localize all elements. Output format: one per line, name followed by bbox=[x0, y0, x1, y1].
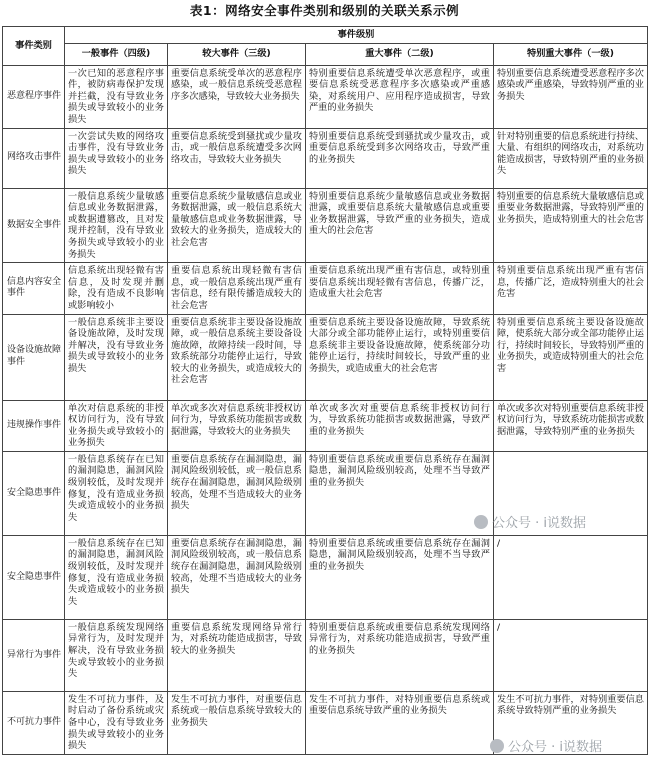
level-cell: 重要信息系统出现轻微有害信息，或一般信息系统出现严重有害信息，经有限传播造成较大的社会危害 bbox=[168, 263, 306, 314]
event-type-cell: 信息内容安全事件 bbox=[3, 263, 65, 314]
event-type-cell: 异常行为事件 bbox=[3, 619, 65, 691]
level-cell: 特别重要信息系统遭受单次恶意程序，或重要信息系统受恶意程序多次感染或严重感染，对系统用户、应用程序造成损害，导致严重的业务损失 bbox=[306, 65, 494, 128]
event-level-header: 事件级别 bbox=[65, 27, 648, 44]
wechat-logo-icon bbox=[490, 739, 504, 753]
level-cell: 发生不可抗力事件，对特别重要信息系统导致特别严重的业务损失 bbox=[494, 691, 648, 754]
table-row bbox=[3, 263, 648, 314]
level-cell: 发生不可抗力事件，对重要信息系统或一般信息系统导致较大的业务损失 bbox=[168, 691, 306, 754]
level-cell: 一般信息系统存在已知的漏洞隐患，漏洞风险级别较低，及时发现并修复，没有造成业务损失或造成较小的业务损失 bbox=[65, 535, 168, 619]
event-type-cell: 违规操作事件 bbox=[3, 400, 65, 451]
level-cell: 特别重要信息系统受到骚扰或少量攻击，或重要信息系统受到多次网络攻击，导致严重的业务损失 bbox=[306, 128, 494, 188]
level-cell: 一般信息系统存在已知的漏洞隐患，漏洞风险级别较低，及时发现并修复，没有造成业务损失或造成较小的业务损失 bbox=[65, 451, 168, 535]
level-cell: 特别重要信息系统或重要信息系统存在漏洞隐患，漏洞风险级别较高，处理不当导致严重的业务损失 bbox=[306, 451, 494, 535]
level-cell: 重要信息系统发现网络异常行为，对系统功能造成损害，导致较大的业务损失 bbox=[168, 619, 306, 691]
level-cell: 重要信息系统受单次的恶意程序感染，或一般信息系统受恶意程序多次感染，导致较大业务损失 bbox=[168, 65, 306, 128]
level-cell: 单次或多次对特别重要信息系统非授权访问行为，导致系统功能损害或数据泄露，导致特别严重的业务损失 bbox=[494, 400, 648, 451]
level-cell: 特别重要信息系统出现严重有害信息，传播广泛，造成特别重大的社会危害 bbox=[494, 263, 648, 314]
watermark: 公众号 · i说数据 bbox=[474, 512, 586, 531]
event-type-cell: 安全隐患事件 bbox=[3, 535, 65, 619]
event-type-cell: 不可抗力事件 bbox=[3, 691, 65, 754]
level-cell: / bbox=[494, 619, 648, 691]
level-cell: 特别重要信息系统遭受恶意程序多次感染或严重感染，导致特别严重的业务损失 bbox=[494, 65, 648, 128]
level-header: 较大事件（三级) bbox=[168, 43, 306, 65]
event-type-header: 事件类别 bbox=[3, 27, 65, 66]
level-cell: 特别重要信息系统或重要信息系统存在漏洞隐患，漏洞风险级别较高，处理不当导致严重的业务损失 bbox=[306, 535, 494, 619]
table-row bbox=[3, 188, 648, 263]
table-row bbox=[3, 65, 648, 128]
watermark: 公众号 · i说数据 bbox=[490, 736, 602, 755]
level-cell: 重要信息系统少量敏感信息或业务数据泄露，或一般信息系统大量敏感信息或业务数据泄露，导致较大的业务损失，造成较大的社会危害 bbox=[168, 188, 306, 263]
table-row bbox=[3, 400, 648, 451]
level-cell: 特别重要的信息系统大量敏感信息或重要业务数据泄露，导致特别严重的业务损失，造成特别重大的社会危害 bbox=[494, 188, 648, 263]
level-cell: 重要信息系统主要设备设施故障，导致系统大部分或全部功能停止运行，或特别重要信息系统非主要设备设施故障，使系统部分功能停止运行，持续时间较长，导致严重的业务损失，或造成重大的社会危害 bbox=[306, 314, 494, 400]
level-cell: 发生不可抗力事件，对特别重要信息系统或重要信息系统导致严重的业务损失 bbox=[306, 691, 494, 754]
level-cell: 一般信息系统发现网络异常行为，及时发现并解决，没有导致业务损失或导致较小的业务损失 bbox=[65, 619, 168, 691]
event-level-table bbox=[2, 26, 648, 755]
event-type-cell: 数据安全事件 bbox=[3, 188, 65, 263]
event-type-cell: 设备设施故障事件 bbox=[3, 314, 65, 400]
wechat-logo-icon bbox=[474, 515, 488, 529]
level-cell: 针对特别重要的信息系统进行持续、大量、有组织的网络攻击，对系统功能造成损害，导致特别严重的业务损失 bbox=[494, 128, 648, 188]
level-header: 重大事件（二级) bbox=[306, 43, 494, 65]
event-type-cell: 网络攻击事件 bbox=[3, 128, 65, 188]
level-cell: 发生不可抗力事件，及时启动了备份系统或灾备中心，没有导致业务损失或导致较小的业务损失 bbox=[65, 691, 168, 754]
event-type-cell: 安全隐患事件 bbox=[3, 451, 65, 535]
level-header: 一般事件（四级) bbox=[65, 43, 168, 65]
event-type-cell: 恶意程序事件 bbox=[3, 65, 65, 128]
level-cell: 特别重要信息系统或重要信息系统发现网络异常行为，对系统功能造成损害，导致严重的业务损失 bbox=[306, 619, 494, 691]
level-cell: 一般信息系统少量敏感信息或业务数据泄露，或数据遭篡改，且对发现并控制，没有导致业务损失或导致较小的业务损失 bbox=[65, 188, 168, 263]
table-row bbox=[3, 314, 648, 400]
level-cell: 重要信息系统受到骚扰或少量攻击，或一般信息系统遭受多次网络攻击，导致较大业务损失 bbox=[168, 128, 306, 188]
level-cell: 单次对信息系统的非授权访问行为，没有导致业务损失或导致较小的业务损失 bbox=[65, 400, 168, 451]
level-cell: 单次或多次对重要信息系统非授权访问行为，导致系统功能损害或数据泄露，导致严重的业务损失 bbox=[306, 400, 494, 451]
table-row bbox=[3, 128, 648, 188]
level-cell: 重要信息系统出现严重有害信息，或特别重要信息系统出现轻微有害信息，传播广泛，造成重大社会危害 bbox=[306, 263, 494, 314]
level-cell: 特别重要信息系统主要设备设施故障，使系统大部分或全部功能停止运行，持续时间较长，导致特别严重的业务损失，或造成特别重大的社会危害 bbox=[494, 314, 648, 400]
level-cell: 重要信息系统存在漏洞隐患，漏洞风险级别较高，或一般信息系统存在漏洞隐患，漏洞风险级别较高，处理不当造成较大的业务损失 bbox=[168, 535, 306, 619]
level-cell: 单次或多次对信息系统非授权访问行为，导致系统功能损害或数据泄露，导致较大的业务损失 bbox=[168, 400, 306, 451]
level-cell: 特别重要信息系统少量敏感信息或业务数据泄露，或重要信息系统大量敏感信息或重要业务数据泄露，导致严重的业务损失，造成重大的社会危害 bbox=[306, 188, 494, 263]
level-cell: 一次尝试失败的网络攻击事件，没有导致业务损失或导致较小的业务损失 bbox=[65, 128, 168, 188]
table-row bbox=[3, 535, 648, 619]
table-title: 表1：网络安全事件类别和级别的关联关系示例 bbox=[189, 3, 460, 18]
level-cell: 重要信息系统非主要设备设施故障，或一般信息系统主要设备设施故障，故障持续一段时间，导致系统部分功能停止运行，导致较大的业务损失，或造成较大的社会危害 bbox=[168, 314, 306, 400]
level-header: 特别重大事件（一级) bbox=[494, 43, 648, 65]
level-cell: 信息系统出现轻微有害信息，及时发现并删除，没有造成不良影响或影响较小 bbox=[65, 263, 168, 314]
level-cell: 一般信息系统非主要设备设施故障，及时发现并解决，没有导致业务损失或导致较小的业务损失 bbox=[65, 314, 168, 400]
level-cell: 重要信息系统存在漏洞隐患，漏洞风险级别较低，或一般信息系统存在漏洞隐患，漏洞风险级别较高，处理不当造成较大的业务损失 bbox=[168, 451, 306, 535]
table-row bbox=[3, 619, 648, 691]
level-cell: 一次已知的恶意程序事件，被防病毒保护发现并拦截，没有导致业务损失或导致较小的业务损失 bbox=[65, 65, 168, 128]
level-cell: / bbox=[494, 535, 648, 619]
